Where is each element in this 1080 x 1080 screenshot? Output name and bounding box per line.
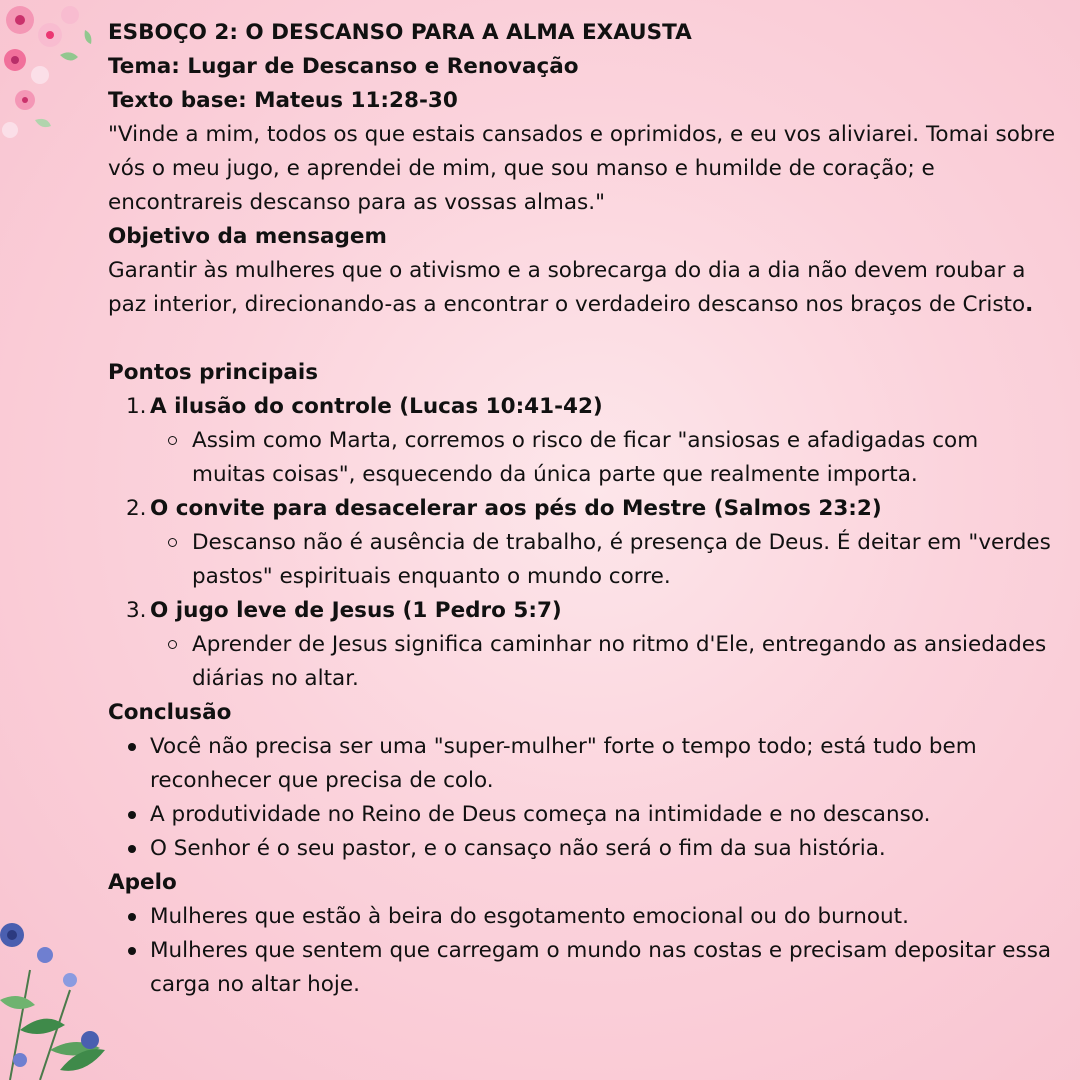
circle-bullet-icon [168,436,177,445]
appeal-heading: Apelo [108,870,177,895]
bullet-icon [128,811,136,819]
theme-line: Tema: Lugar de Descanso e Renovação [108,54,579,79]
point-number: 3. [126,598,147,623]
circle-bullet-icon [168,640,177,649]
bullet-icon [128,845,136,853]
objective-heading: Objetivo da mensagem [108,224,387,249]
spacer [108,322,1058,356]
bullet-icon [128,743,136,751]
point-detail: Aprender de Jesus significa caminhar no ritmo d'Ele, entregando as ansiedades diárias no altar. [108,628,1058,696]
point-item [108,390,1058,424]
circle-bullet-icon [168,538,177,547]
point-number: 1. [126,394,147,419]
blue-flowers-decoration [0,910,115,1080]
list-item: Mulheres que sentem que carregam o mundo nas costas e precisam depositar essa carga no altar hoje. [108,934,1058,1002]
point-title: O convite para desacelerar aos pés do Mestre (Salmos 23:2) [150,496,882,521]
point-item [108,594,1058,628]
bullet-icon [128,913,136,921]
sermon-outline [108,16,1058,1002]
point-number: 2. [126,496,147,521]
pink-flowers-decoration [0,0,115,160]
objective-text: Garantir às mulheres que o ativismo e a sobrecarga do dia a dia não devem roubar a paz interior, direcionando-as a encontrar o verdadeiro descanso nos braços de Cristo. [108,258,1034,317]
list-item: Você não precisa ser uma "super-mulher" forte o tempo todo; está tudo bem reconhecer que precisa de colo. [108,730,1058,798]
conclusion-heading: Conclusão [108,700,232,725]
list-item: A produtividade no Reino de Deus começa na intimidade e no descanso. [108,798,1058,832]
list-item: Mulheres que estão à beira do esgotamento emocional ou do burnout. [108,900,1058,934]
point-title: A ilusão do controle (Lucas 10:41-42) [150,394,603,419]
verse-text: "Vinde a mim, todos os que estais cansados e oprimidos, e eu vos aliviarei. Tomai sobre vós o meu jugo, e aprendei de mim, que sou manso e humilde de coração; e encontrareis descanso para as vossas almas." [108,122,1056,215]
point-detail: Assim como Marta, corremos o risco de ficar "ansiosas e afadigadas com muitas coisas", esquecendo da única parte que realmente importa. [108,424,1058,492]
page-title: ESBOÇO 2: O DESCANSO PARA A ALMA EXAUSTA [108,20,692,45]
point-detail: Descanso não é ausência de trabalho, é presença de Deus. É deitar em "verdes pastos" espirituais enquanto o mundo corre. [108,526,1058,594]
point-item [108,492,1058,526]
bullet-icon [128,947,136,955]
list-item: O Senhor é o seu pastor, e o cansaço não será o fim da sua história. [108,832,1058,866]
base-text-line: Texto base: Mateus 11:28-30 [108,88,458,113]
points-heading: Pontos principais [108,360,319,385]
point-title: O jugo leve de Jesus (1 Pedro 5:7) [150,598,562,623]
